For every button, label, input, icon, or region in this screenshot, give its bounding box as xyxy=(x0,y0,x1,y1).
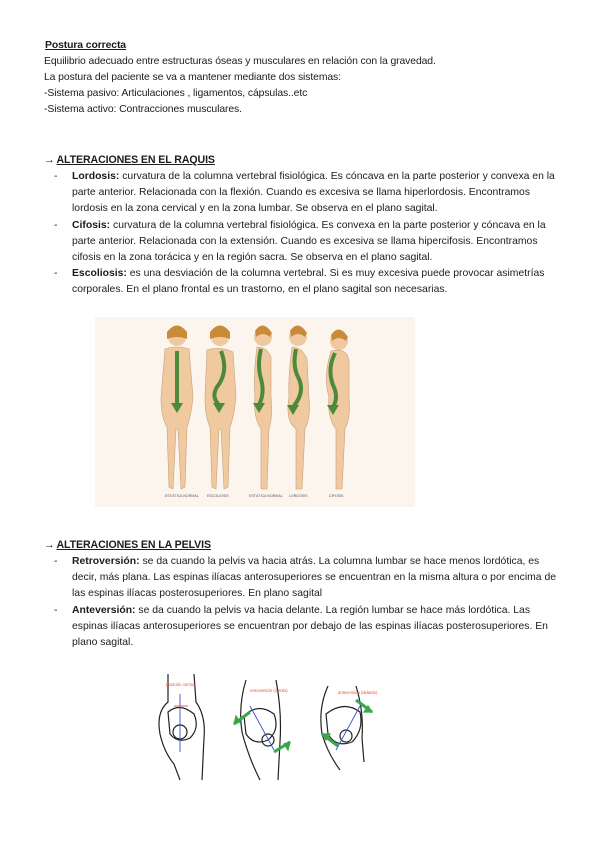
text-line: cifosis en la zona torácica y en la región sacra. Se observa en el plano sagital. xyxy=(72,252,433,264)
text-line: parte anterior. Relacionada con la flexión. Cuando es excesiva se llama hiperlordosis. Encontramos xyxy=(72,187,531,199)
bullet-dash: - xyxy=(54,268,58,280)
spine-posture-figure xyxy=(95,317,415,507)
text-line: lordosis en la zona cervical y en la zona lumbar. Se observa en el plano sagital. xyxy=(72,203,438,215)
list-item-anteversion xyxy=(54,603,560,652)
text-line: se da cuando la pelvis va hacia atrás. La columna lumbar se hace menos lordótica, es xyxy=(142,556,540,567)
text-line: corporales. En el plano frontal es un trastorno, en el plano sagital son necesarias. xyxy=(72,284,448,296)
heading-raquis-text: ALTERACIONES EN EL RAQUIS xyxy=(56,154,215,166)
bullet-dash: - xyxy=(54,604,58,616)
pelvis-label: anteversión (delante) xyxy=(338,690,378,695)
pelvis-normal xyxy=(159,674,204,780)
term-lordosis: Lordosis: xyxy=(72,171,120,182)
pelvis-label: posición normal xyxy=(166,682,196,687)
term-cifosis: Cifosis: xyxy=(72,219,111,231)
pelvis-list xyxy=(54,554,560,651)
figure-label: ESTÁTICA NORMAL xyxy=(165,494,199,498)
list-item-retroversion xyxy=(54,554,560,603)
intro-line: -Sistema pasivo: Articulaciones , ligamentos, cápsulas..etc xyxy=(44,88,308,99)
term-anteversion: Anteversión: xyxy=(72,604,136,616)
text-line: las espinas ilíacas posterosuperiores. En plano sagital xyxy=(72,588,323,600)
pelvis-retroversion xyxy=(234,680,290,780)
list-item-lordosis xyxy=(54,169,560,218)
figure-label: ESTÁTICA NORMAL xyxy=(249,494,283,498)
bullet-dash: - xyxy=(54,171,58,182)
heading-raquis xyxy=(44,152,215,168)
text-line: parte anterior. Relacionada con la extensión. Cuando es excesiva se llama hipercifosis. Encontramos xyxy=(72,235,538,247)
figure-label: ESCOLIOSIS xyxy=(207,494,229,498)
text-line: es una desviación de la columna vertebral. Si es muy excesiva puede provocar asimetrías xyxy=(129,268,545,280)
pelvis-figure xyxy=(150,672,390,782)
text-line: curvatura de la columna vertebral fisiológica. Es cóncava en la parte posterior y convexa en la xyxy=(122,171,555,182)
intro-line: Equilibrio adecuado entre estructuras óseas y musculares en relación con la gravedad. xyxy=(44,56,436,67)
term-retroversion: Retroversión: xyxy=(72,556,140,567)
text-line: decir, más plana. Las espinas ilíacas anterosuperiores se encuentran en la misma altura o por encima de xyxy=(72,572,557,584)
text-line: se da cuando la pelvis va hacia delante. La región lumbar se hace más lordótica. Las xyxy=(138,604,531,616)
text-line: espinas ilíacas anterosuperiores se encuentran por debajo de las espinas ilíacas posterosuperiores. En xyxy=(72,620,548,632)
text-line: curvatura de la columna vertebral fisiológica. Es convexa en la parte posterior y cóncava en la xyxy=(113,219,546,231)
pelvis-anteversion xyxy=(321,686,378,770)
section-title-postura: Postura correcta xyxy=(45,40,126,51)
raquis-list xyxy=(54,169,560,299)
term-escoliosis: Escoliosis: xyxy=(72,268,127,280)
pelvis-label: retroversión (detrás) xyxy=(250,688,288,693)
arrow-right-icon: → xyxy=(44,154,55,166)
arrow-right-icon: → xyxy=(44,539,55,551)
heading-pelvis xyxy=(44,537,211,553)
figure-label: LORDOSIS xyxy=(289,494,308,498)
intro-line: La postura del paciente se va a mantener mediante dos sistemas: xyxy=(44,72,341,83)
figure-label: CIFOSIS xyxy=(329,494,344,498)
intro-line: -Sistema activo: Contracciones musculares. xyxy=(44,104,242,115)
text-line: plano sagital. xyxy=(72,637,134,649)
heading-pelvis-text: ALTERACIONES EN LA PELVIS xyxy=(56,539,211,551)
list-item-cifosis xyxy=(54,218,560,267)
list-item-escoliosis xyxy=(54,266,560,298)
bullet-dash: - xyxy=(54,219,58,231)
bullet-dash: - xyxy=(54,556,58,567)
